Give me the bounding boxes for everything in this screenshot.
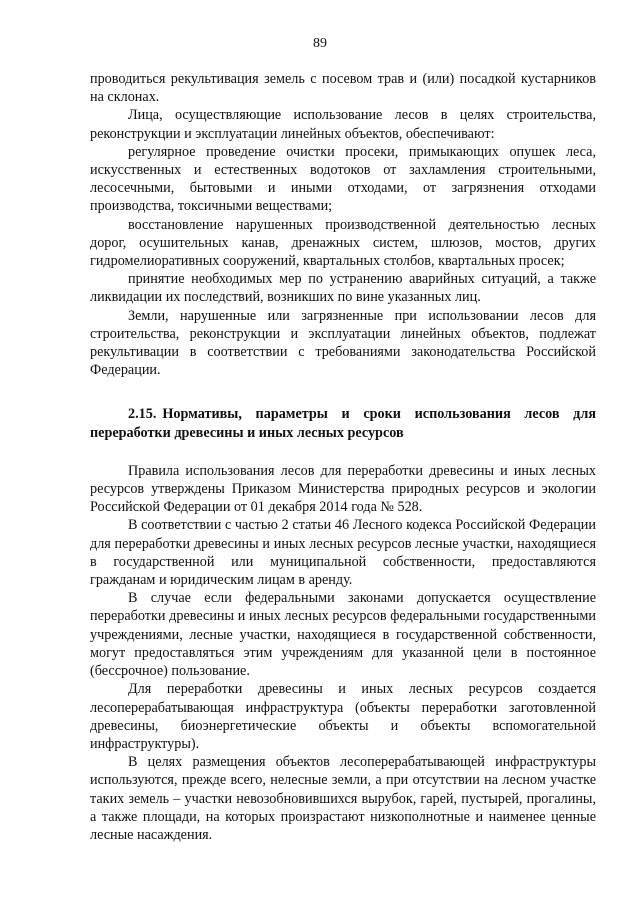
section-title: Нормативы, параметры и сроки использования лесов для переработки древесины и иных лесных ресурсов	[90, 406, 596, 441]
page-number: 89	[313, 36, 327, 51]
paragraph: Лица, осуществляющие использование лесов в целях строительства, реконструкции и эксплуатации линейных объектов, обеспечивают:	[90, 107, 596, 142]
section-heading	[90, 405, 596, 441]
paragraph: В целях размещения объектов лесоперерабатывающей инфраструктуры используются, прежде всего, нелесные земли, а при отсутствии на лесном участке таких земель – участки невозобновившихся вырубок, гарей, пустырей, прогалины, а также площади, на которых произрастают низкополнотные и наименее ценные лесные насаждения.	[90, 754, 596, 843]
paragraph: Правила использования лесов для переработки древесины и иных лесных ресурсов утверждены Приказом Министерства природных ресурсов и экологии Российской Федерации от 01 декабря 2014 года № 528.	[90, 462, 596, 516]
list-paragraph: принятие необходимых мер по устранению аварийных ситуаций, а также ликвидации их последствий, возникших по вине указанных лиц.	[90, 271, 596, 306]
paragraph: В случае если федеральными законами допускается осуществление переработки древесины и иных лесных ресурсов федеральными государственными учреждениями, лесные участки, находящиеся в государственной собственности, могут предоставляться этим учреждениям для указанной цели в постоянное (бессрочное) пользование.	[90, 590, 596, 680]
page-content	[90, 70, 596, 844]
section-number: 2.15.	[128, 406, 157, 423]
paragraph: В соответствии с частью 2 статьи 46 Лесного кодекса Российской Федерации для переработки древесины и иных лесных ресурсов лесные участки, находящиеся в государственной или муниципальной собственности, предоставляются гражданам и юридическим лицам в аренду.	[90, 517, 596, 589]
list-paragraph: восстановление нарушенных производственной деятельностью лесных дорог, осушительных канав, дренажных систем, шлюзов, мостов, других гидромелиоративных сооружений, квартальных столбов, квартальных просек;	[90, 216, 596, 270]
paragraph: Для переработки древесины и иных лесных ресурсов создается лесоперерабатывающая инфраструктура (объекты переработки заготовленной древесины, биоэнергетические объекты и объекты вспомогательной инфраструктуры).	[90, 681, 596, 752]
paragraph: Земли, нарушенные или загрязненные при использовании лесов для строительства, реконструкции и эксплуатации линейных объектов, подлежат рекультивации в соответствии с требованиями законодательства Российской Федерации.	[90, 307, 596, 379]
paragraph: проводиться рекультивация земель с посевом трав и (или) посадкой кустарников на склонах.	[90, 71, 596, 106]
list-paragraph: регулярное проведение очистки просеки, примыкающих опушек леса, искусственных и естественных водотоков от захламления строительными, лесосечными, бытовыми и иными отходами, от загрязнения отходами производства, токсичными веществами;	[90, 143, 596, 215]
